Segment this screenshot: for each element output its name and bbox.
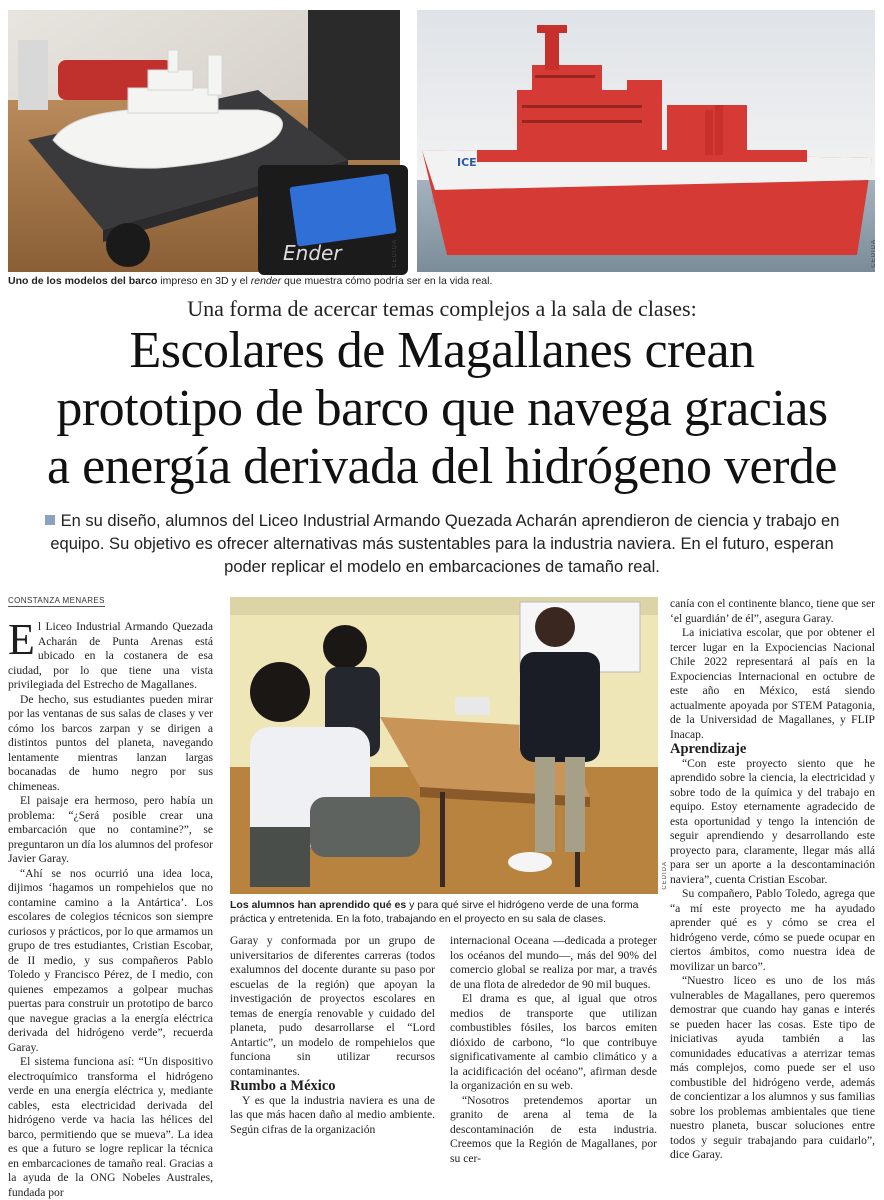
classroom-photo-caption	[230, 898, 660, 926]
headline-line: Escolares de Magallanes crean	[129, 322, 755, 379]
paragraph: “Con este proyecto siento que he aprendido sobre la ciencia, la electricidad y sobre todo de la química y del trabajo en equipo. Estoy eternamente agradecido de esta oportunidad y tengo la intención de seguir aprendiendo y desarrollando este proyecto para, claramente, llegar más allá para ser un aporte a la descontaminación naviera”, cuenta Cristian Escobar.	[670, 756, 875, 886]
paragraph: canía con el continente blanco, tiene que ser ‘el guardián’ de él”, asegura Garay.	[670, 597, 875, 625]
caption-text: y para qué sirve el hidrógeno verde de una forma práctica y entretenida. En la foto, trabajando en el proyecto en su sala de clases.	[230, 899, 639, 925]
headline-line: a energía derivada del hidrógeno verde	[47, 438, 837, 495]
caption-italic: render	[250, 275, 282, 287]
paragraph: “Ahí se nos ocurrió una idea loca, dijimos ‘hagamos un rompehielos que no contamine camino a la Antártica’. Los escolares de colegios técnicos son siempre curiosos y prácticos, por lo que armamos un grupo de tres estudiantes, Cristian Escobar, de II medio, y sus compañeros Pablo Toledo y Francisco Pérez, de I medio, con quienes empezamos a golpear muchas puertas para construir un prototipo de barco que navegue gracias a la energía eléctrica derivada del hidrógeno verde”, recuerda Garay.	[8, 866, 213, 1054]
square-bullet-icon	[45, 515, 55, 525]
caption-text: que muestra cómo podría ser en la vida real.	[281, 275, 493, 287]
caption-bold: Uno de los modelos del barco	[8, 275, 158, 287]
paragraph: l Liceo Industrial Armando Quezada Acharán de Punta Arenas está ubicado en la costanera de esa ciudad, por lo que tiene una vista privilegiada del Estrecho de Magallanes.	[8, 620, 213, 691]
headline	[0, 322, 884, 496]
deck	[10, 510, 874, 579]
paragraph: La iniciativa escolar, que por obtener el tercer lugar en la Expociencias Nacional Chile 2022 representará al país en la Expociencias Internacional en octubre de este año en México, está siendo actualmente apoyada por STEM Patagonia, de la Universidad de Magallanes, y FLIP Inacap.	[670, 626, 875, 741]
paragraph: “Nuestro liceo es uno de los más vulnerables de Magallanes, pero queremos demostrar que cuando hay ganas e interés se pueden hacer las cosas. Este tipo de iniciativas ayuda también a las comunidades educativas a aterrizar temas más complejos, como puede ser el uso combustible del hidrógeno verde, además de concientizar a los alumnos y sus familias sobre los problemas ambientales que tiene nuestro planeta, buscar soluciones entre todos y seguir trabajando para cuidarlo”, dice Garay.	[670, 974, 875, 1161]
byline: CONSTANZA MENARES	[8, 596, 105, 605]
paragraph: Su compañero, Pablo Toledo, agrega que “a mí este proyecto me ha ayudado aprender qué es y cómo se crea el hidrógeno verde, cómo se puede ocupar en ciertos ámbitos, como nuestra idea de movilizar un barco”.	[670, 887, 875, 973]
deck-line: poder replicar el modelo en embarcaciones de tamaño real.	[224, 558, 660, 576]
column-3	[450, 934, 657, 1165]
hull-label: ICE	[457, 156, 477, 169]
paragraph: El drama es que, al igual que otros medios de transporte que utilizan combustibles fósiles, los barcos emiten dióxido de carbono, “lo que contribuye significativamente al cambio climático y a la acidificación del océano”, afirman desde la organización en su web.	[450, 992, 657, 1092]
dropcap: E	[8, 615, 35, 664]
paragraph: Y es que la industria naviera es una de las que más hacen daño al medio ambiente. Según cifras de la organización	[230, 1093, 435, 1136]
paragraph: Garay y conformada por un grupo de universitarios de diferentes carreras (todos exalumnos del docente durante su paso por escuelas de la región) que apoyan la investigación de proyectos escolares en temas de energía renovable y cuidado del planeta, pudo desarrollarse el “Lord Antartic”, un modelo de rompehielos que funciona sin utilizar recursos contaminantes.	[230, 934, 435, 1078]
column-4	[670, 597, 875, 1165]
paragraph: internacional Oceana —dedicada a proteger los océanos del mundo—, más del 90% del comercio global se realiza por mar, a través de una flota de alrededor de 90 mil buques.	[450, 934, 657, 991]
section-subhead: Rumbo a México	[230, 1078, 336, 1094]
ship-render	[417, 10, 875, 272]
photo-credit: CEDIDA	[871, 239, 877, 268]
section-subhead: Aprendizaje	[670, 741, 747, 757]
deck-line: En su diseño, alumnos del Liceo Industrial Armando Quezada Acharán aprendieron de ciencia y trabajo en	[60, 512, 840, 530]
printer-photo-illustration	[8, 10, 400, 272]
paragraph: El sistema funciona así: “Un dispositivo electroquímico transforma el hidrógeno verde en una energía eléctrica y, mediante cables, esta electricidad derivada del hidrógeno verde va hacia las hélices del barco, permitiendo que se mueva”. La idea es que a futuro se logre replicar la técnica en embarcaciones de tamaño real. Gracias a la ayuda de la ONG Nobeles Australes, fundada por	[8, 1055, 213, 1199]
caption-bold: Los alumnos han aprendido qué es	[230, 899, 407, 911]
paragraph: De hecho, sus estudiantes pueden mirar por las ventanas de sus salas de clases y ver cómo los barcos zarpan y se dirigen a distintos puntos del planeta, navegando lentamente mientras lanzan largas bocanadas de humo negro por sus chimeneas.	[8, 692, 213, 793]
top-photo-caption	[8, 274, 878, 288]
kicker: Una forma de acercar temas complejos a la sala de clases:	[187, 296, 697, 321]
printer-photo	[8, 10, 400, 272]
photo-credit: CEDIDA	[392, 239, 398, 268]
column-1	[8, 615, 213, 1199]
headline-line: prototipo de barco que navega gracias	[56, 380, 828, 437]
paragraph: “Nosotros pretendemos aportar un granito de arena al tema de la descontaminación de esta industria. Creemos que la Región de Magallanes, por su cer-	[450, 1093, 657, 1165]
paragraph: El paisaje era hermoso, pero había un problema: “¿Será posible crear una embarcación que no contamine?”, se preguntaron un día los alumnos del profesor Javier Garay.	[8, 794, 213, 865]
svg-text:Ender: Ender	[283, 241, 342, 265]
photo-credit: CEDIDA	[662, 861, 668, 890]
deck-line: equipo. Su objetivo es ofrecer alternativas más sustentables para la industria naviera. En el futuro, esperan	[50, 535, 834, 553]
column-2	[230, 934, 435, 1165]
caption-text: impreso en 3D y el	[157, 275, 251, 287]
classroom-illustration	[230, 597, 658, 894]
ship-render-illustration	[417, 10, 875, 272]
classroom-photo	[230, 597, 668, 894]
